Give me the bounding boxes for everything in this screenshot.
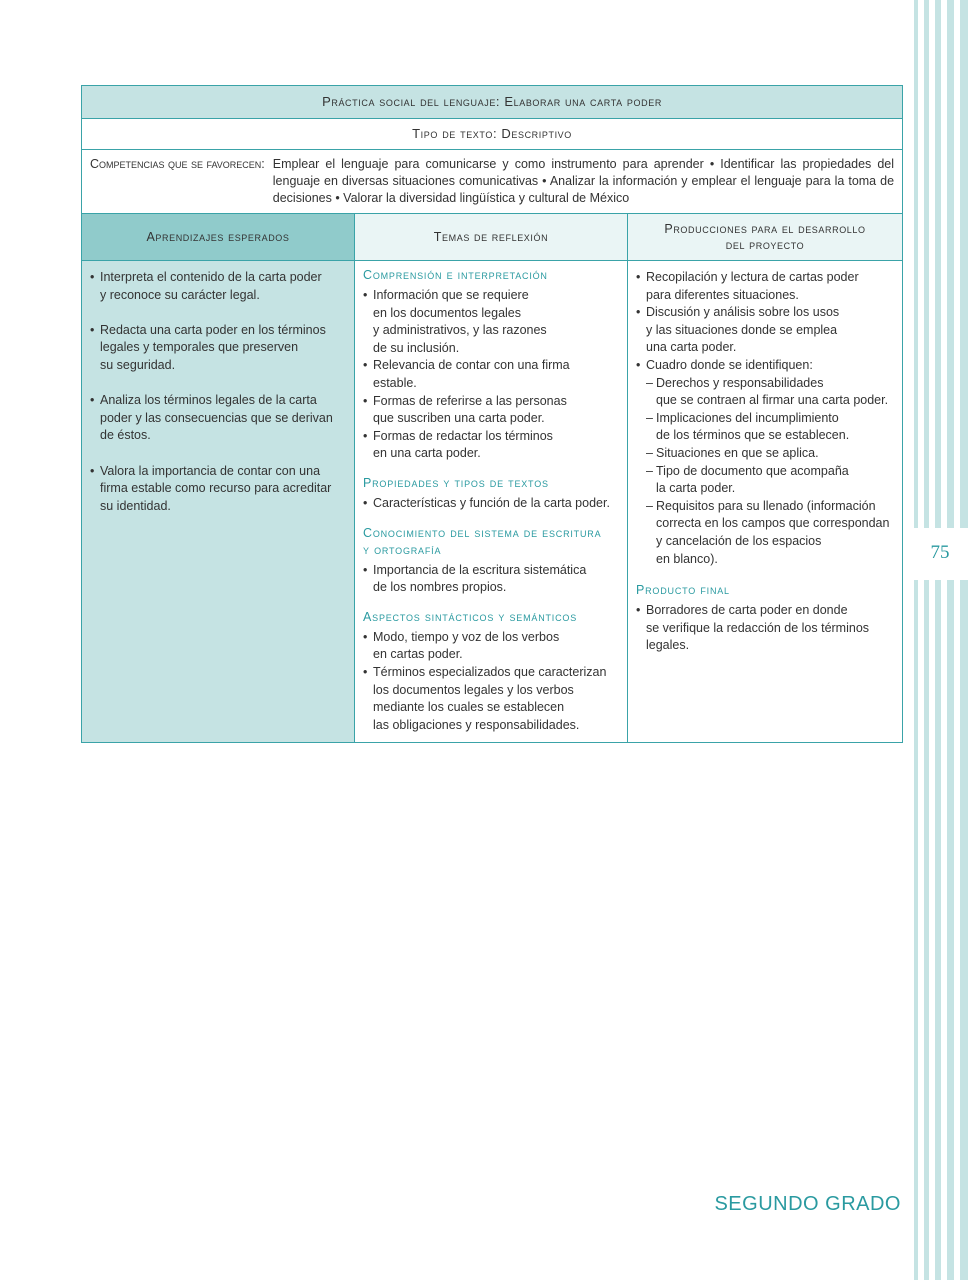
list-item: • Interpreta el contenido de la carta poder y reconoce su carácter legal.: [90, 270, 322, 302]
list-item: • Recopilación y lectura de cartas poder para diferentes situaciones.: [636, 270, 859, 302]
list-item: • Formas de redactar los términos en una carta poder.: [363, 428, 553, 461]
list-item: • Analiza los términos legales de la carta poder y las consecuencias que se derivan de éstos.: [90, 393, 333, 443]
sub-item: – Derechos y responsabilidades que se contraen al firmar una carta poder.: [646, 375, 889, 408]
list-item: • Cuadro donde se identifiquen:: [636, 357, 813, 372]
list-item: • Discusión y análisis sobre los usos y las situaciones donde se emplea una carta poder.: [636, 305, 840, 355]
column-header-aprendizajes: Aprendizajes esperados: [82, 214, 355, 261]
list-item: • Características y función de la carta poder.: [363, 495, 610, 510]
aprendizajes-cell: [82, 261, 355, 743]
list-item: • Modo, tiempo y voz de los verbos en cartas poder.: [363, 629, 560, 662]
list-item: • Importancia de la escritura sistemática de los nombres propios.: [363, 562, 587, 595]
list-item: • Relevancia de contar con una firma estable.: [363, 358, 570, 390]
competencias-text: Emplear el lenguaje para comunicarse y como instrumento para aprender • Identificar las propiedades del lenguaje en diversas situaciones comunicativas • Analizar la información y emplear el lenguaje para la toma de decisiones • Valorar la diversidad lingüística y cultural de México: [272, 157, 895, 205]
sub-item: – Tipo de documento que acompaña la carta poder.: [646, 463, 849, 496]
list-item: • Valora la importancia de contar con una firma estable como recurso para acreditar su identidad.: [90, 463, 332, 513]
competencias-row: [82, 150, 903, 214]
section-title: Aspectos sintácticos y semánticos: [363, 609, 578, 624]
section-title: Propiedades y tipos de textos: [363, 475, 549, 490]
list-item: • Formas de referirse a las personas que suscriben una carta poder.: [363, 393, 567, 426]
temas-cell: [355, 261, 628, 743]
footer-grade: SEGUNDO GRADO: [714, 1193, 901, 1215]
list-item: • Redacta una carta poder en los términos legales y temporales que preserven su seguridad.: [90, 322, 326, 372]
section-title: Conocimiento del sistema de escritura y ortografía: [363, 525, 602, 557]
page-number-box: [908, 528, 972, 580]
column-header-producciones: Producciones para el desarrollo del proyecto: [628, 214, 903, 261]
producciones-cell: [628, 261, 903, 743]
practica-title: Práctica social del lenguaje: Elaborar una carta poder: [322, 94, 662, 109]
section-title: Producto final: [636, 583, 730, 598]
column-header-temas: Temas de reflexión: [355, 214, 628, 261]
practica-header: [82, 86, 903, 119]
section-title: Comprensión e interpretación: [363, 268, 548, 282]
sub-item: – Situaciones en que se aplica.: [646, 445, 819, 460]
sub-item: – Requisitos para su llenado (información correcta en los campos que correspondan y cancelación de los espacios en blanco).: [646, 498, 890, 566]
sub-item: – Implicaciones del incumplimiento de los términos que se establecen.: [646, 410, 850, 443]
list-item: • Borradores de carta poder en donde se verifique la redacción de los términos legales.: [636, 603, 870, 653]
decorative-stripes: [912, 0, 972, 1280]
curriculum-table: [81, 85, 903, 743]
list-item: • Términos especializados que caracterizan los documentos legales y los verbos mediante los cuales se establecen las obligaciones y responsabilidades.: [363, 664, 607, 732]
list-item: • Información que se requiere en los documentos legales y administrativos, y las razones de su inclusión.: [363, 288, 547, 355]
competencias-label: Competencias que se favorecen:: [90, 157, 265, 171]
tipo-header: [82, 119, 903, 150]
tipo-title: Tipo de texto: Descriptivo: [412, 126, 572, 141]
page-number: 75: [930, 542, 950, 563]
